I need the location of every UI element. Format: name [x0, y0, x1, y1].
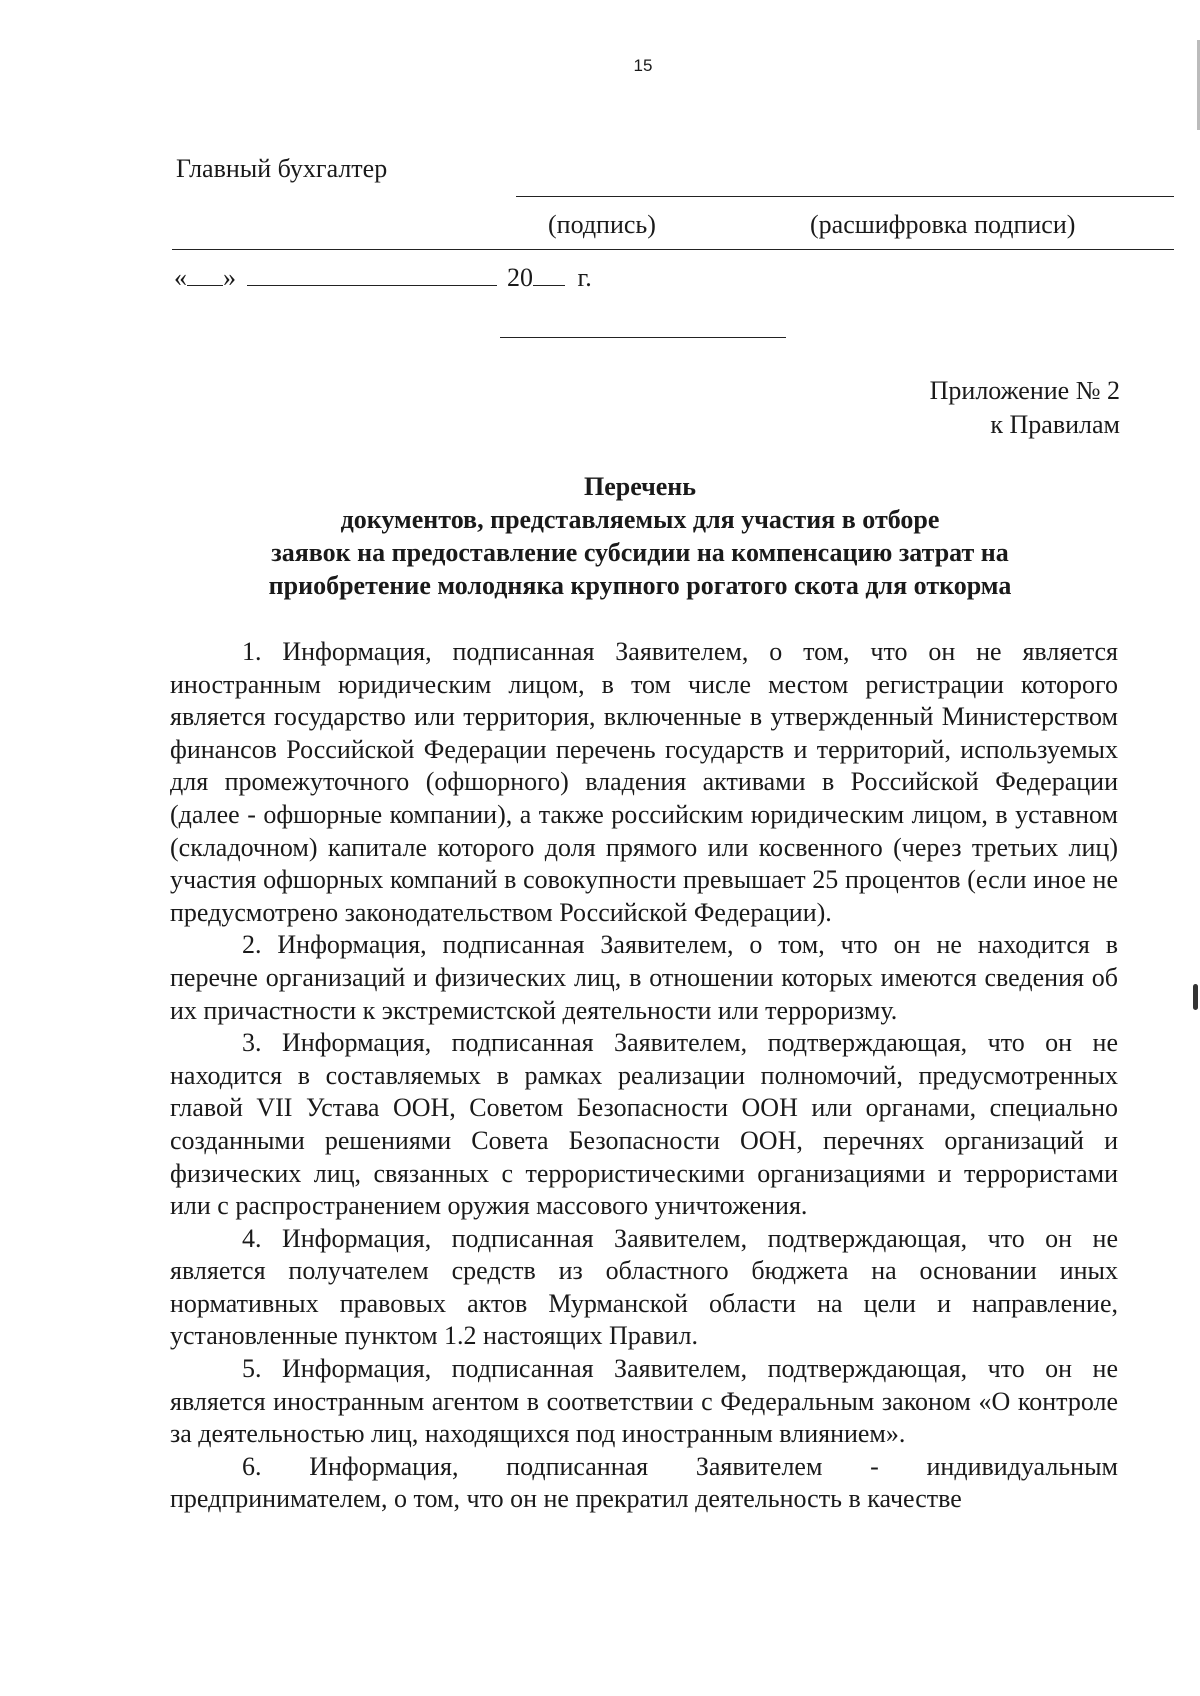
list-item-5: 5. Информация, подписанная Заявителем, подтверждающая, что он не является иностранным агентом в соответствии с Федеральным законом «О контроле за деятельностью лиц, находящихся под иностранным влиянием».: [170, 1354, 1118, 1449]
signature-line-top: [516, 196, 1174, 197]
year-blank: [533, 265, 565, 286]
document-body: [170, 636, 1118, 1516]
appendix-header: [930, 374, 1120, 442]
year-suffix: г.: [577, 263, 592, 292]
title-line-3: заявок на предоставление субсидии на компенсацию затрат на: [271, 538, 1009, 567]
date-open-quote: «: [174, 263, 187, 292]
title-line-4: приобретение молодняка крупного рогатого скота для откорма: [268, 571, 1012, 600]
separator-line: [500, 337, 786, 338]
signature-caption: (подпись): [548, 210, 656, 239]
year-prefix: 20: [507, 263, 533, 292]
month-blank: [247, 265, 497, 286]
title-line-1: Перечень: [583, 472, 697, 501]
signature-decoding-caption: (расшифровка подписи): [810, 210, 1076, 239]
page-number: 15: [633, 56, 653, 75]
list-item-2: 2. Информация, подписанная Заявителем, о том, что он не находится в перечне организаций и физических лиц, в отношении которых имеются сведения об их причастности к экстремистской деятельности или терроризму.: [170, 930, 1118, 1025]
list-item-1: 1. Информация, подписанная Заявителем, о том, что он не является иностранным юридическим лицом, в том числе местом регистрации которого является государство или территория, включенные в утвержденный Министерством финансов Российской Федерации перечень государств и территорий, используемых для промежуточного (офшорного) владения активами в Российской Федерации (далее - офшорные компании), а также российским юридическим лицом, в уставном (складочном) капитале которого доля прямого или косвенного (через третьих лиц) участия офшорных компаний в совокупности превышает 25 процентов (если иное не предусмотрено законодательством Российской Федерации).: [170, 637, 1118, 927]
appendix-reference: к Правилам: [990, 410, 1120, 439]
list-item-6: 6. Информация, подписанная Заявителем - индивидуальным предпринимателем, о том, что он не прекратил деятельность в качестве: [170, 1451, 1118, 1514]
day-blank: [187, 265, 223, 286]
document-title: [100, 470, 1180, 602]
scan-edge-blob: [1193, 984, 1198, 1010]
chief-accountant-label: Главный бухгалтер: [176, 154, 388, 183]
title-line-2: документов, представляемых для участия в отборе: [340, 505, 940, 534]
date-row: [174, 263, 592, 293]
date-close-quote: »: [223, 263, 236, 292]
list-item-4: 4. Информация, подписанная Заявителем, подтверждающая, что он не является получателем средств из областного бюджета на основании иных нормативных правовых актов Мурманской области на цели и направление, установленные пунктом 1.2 настоящих Правил.: [170, 1223, 1118, 1351]
signature-line-bottom: [172, 249, 1174, 250]
appendix-number: Приложение № 2: [929, 376, 1120, 405]
list-item-3: 3. Информация, подписанная Заявителем, подтверждающая, что он не находится в составляемых в рамках реализации полномочий, предусмотренных главой VII Устава ООН, Советом Безопасности ООН или органами, специально созданными решениями Совета Безопасности ООН, перечнях организаций и физических лиц, связанных с террористическими организациями и террористами или с распространением оружия массового уничтожения.: [170, 1028, 1118, 1221]
